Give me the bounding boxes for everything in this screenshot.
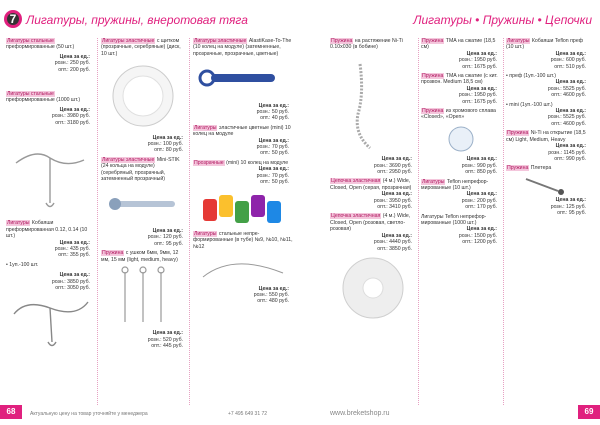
page-title: Лигатуры • Пружины • Цепочки	[413, 13, 592, 27]
footer-note: Актуальную цену на товар уточняйте у менеджера	[30, 411, 148, 417]
price-label: Цена за ед.:	[59, 53, 90, 60]
product-tag: Лигатуры	[194, 230, 217, 237]
page-number: 68	[0, 405, 22, 419]
product-desc: (mini) 10 колец на модуле	[226, 159, 289, 166]
price-retail: розн.: 1145 руб.	[548, 149, 586, 156]
page-number: 69	[578, 405, 600, 419]
price-label: Цена за ед.:	[466, 191, 497, 198]
left-footer	[0, 407, 300, 419]
product-card	[421, 214, 501, 246]
product-tag: Пружина	[507, 130, 529, 137]
product-card	[506, 130, 590, 162]
column-divider	[503, 38, 505, 405]
product-desc: Teflon непрефор-мированные (10 шт.)	[421, 178, 489, 191]
product-card	[421, 73, 501, 105]
product-card	[101, 38, 187, 57]
price-retail: розн.: 1500 руб.	[458, 232, 497, 239]
column-divider	[418, 38, 420, 405]
product-card	[193, 103, 293, 122]
product-card	[506, 102, 590, 128]
product-tag: Пружина	[422, 73, 444, 80]
price-label: Цена за ед.:	[258, 166, 289, 173]
price-retail: розн.: 600 руб.	[550, 57, 586, 64]
product-card	[101, 250, 187, 263]
product-desc: (4 м.) Wide, Closed, Open (розовая, светло-розовая)	[330, 213, 411, 233]
price-retail: розн.: 520 руб.	[147, 336, 183, 343]
product-card	[6, 262, 94, 292]
product-card	[6, 38, 94, 88]
product-desc: преформированные (1000 шт.)	[6, 97, 81, 104]
price-retail: розн.: 3980 руб.	[51, 113, 90, 120]
elastic-chain-spool-image	[330, 255, 416, 321]
right-page	[300, 0, 600, 425]
price-wholesale: опт.: 4600 руб.	[551, 120, 586, 127]
chrome-spring-image	[421, 124, 501, 154]
price-wholesale: опт.: 1675 руб.	[462, 63, 497, 70]
price-retail: розн.: 4440 руб.	[373, 239, 412, 246]
price-retail: розн.: 70 руб.	[256, 144, 289, 151]
price-retail: розн.: 435 руб.	[54, 246, 90, 253]
product-desc: эластичные цветные (mini) 10 колец на модуле	[193, 124, 291, 138]
elastic-disk-image	[101, 60, 187, 132]
product-tag: Лигатуры	[507, 38, 530, 44]
price-wholesale: опт.: 1675 руб.	[462, 98, 497, 105]
price-label: Цена за ед.:	[381, 232, 412, 239]
product-desc: TMA на сжатие (18,5 см)	[421, 38, 496, 51]
price-retail: розн.: 70 руб.	[256, 172, 289, 179]
product-tag: Пружина	[422, 38, 444, 44]
price-label: Цена за ед.:	[152, 134, 183, 141]
product-desc: из хромового сплава «Closed», «Open»	[421, 108, 496, 121]
price-label: Цена за ед.:	[466, 156, 497, 163]
product-desc: Ni-Ti на открытие (18,5 см) Light, Medium, Heavy	[506, 130, 586, 143]
mini-stik-image	[101, 185, 187, 225]
product-card	[6, 91, 94, 125]
product-card	[101, 228, 187, 247]
price-wholesale: опт.: 3410 руб.	[377, 204, 412, 211]
product-tag: Пружина	[422, 108, 444, 115]
price-retail: розн.: 3690 руб.	[373, 162, 412, 169]
price-retail: розн.: 50 руб.	[256, 109, 289, 116]
product-desc: с ушком 6мм, 9мм, 12 мм, 15 мм (light, medium, heavy)	[101, 250, 179, 263]
product-tag: Лигатуры эластичные	[102, 156, 155, 163]
price-label: Цена за ед.:	[258, 102, 289, 109]
niti-spring-coil-image	[330, 54, 416, 154]
price-label: Цена за ед.:	[555, 50, 586, 57]
product-card	[330, 213, 416, 251]
product-desc: стальные непре-формированные (в тубе) №9, №10, №11, №12	[193, 230, 293, 250]
springs-with-eyelet-image	[101, 266, 187, 328]
colored-elastics-image	[193, 189, 293, 229]
product-card	[193, 125, 293, 157]
elastic-module-image	[193, 60, 293, 100]
product-desc: Плетера	[530, 165, 552, 172]
product-card	[330, 178, 416, 210]
product-desc: • 1уп.-100 шт.	[6, 261, 39, 268]
section-number-badge: 7	[4, 10, 22, 28]
left-header	[0, 10, 300, 28]
product-card	[506, 165, 590, 171]
left-col-1	[6, 38, 94, 357]
price-label: Цена за ед.:	[152, 330, 183, 337]
product-card	[101, 330, 187, 349]
price-wholesale: опт.: 95 руб.	[557, 209, 586, 216]
price-wholesale: опт.: 850 руб.	[465, 169, 497, 176]
pletera-spring-image	[506, 175, 590, 195]
product-card	[506, 38, 590, 70]
price-wholesale: опт.: 80 руб.	[154, 147, 183, 154]
ligature-wire-image	[6, 128, 94, 218]
product-tag: Лигатуры	[7, 220, 30, 227]
product-tag: Прозрачные	[194, 159, 224, 166]
price-wholesale: опт.: 445 руб.	[151, 343, 183, 350]
product-card	[506, 73, 590, 99]
website: www.breketshop.ru	[330, 410, 390, 417]
price-wholesale: опт.: 3850 руб.	[377, 245, 412, 252]
right-col-3	[506, 38, 590, 219]
product-card	[330, 38, 416, 51]
product-desc: с щитком (прозрачные, серебряные) (диск, 10 шт.)	[101, 38, 181, 57]
price-wholesale: опт.: 990 руб.	[554, 155, 586, 162]
product-desc: Mini-STIK (24 кольца на модуле) (серебряный, прозрачный, затемненный прозрачный)	[101, 156, 180, 183]
product-tag: Лигатуры эластичные	[102, 38, 155, 44]
product-card	[330, 156, 416, 175]
right-footer	[300, 407, 600, 419]
ligature-loop-image	[6, 294, 94, 354]
price-wholesale: опт.: 480 руб.	[257, 298, 289, 305]
product-card	[421, 179, 501, 211]
price-retail: розн.: 1950 руб.	[458, 57, 497, 64]
product-card	[193, 160, 293, 186]
product-desc: на растяжение Ni-Ti 0.10x030 (в бобине)	[330, 38, 403, 51]
right-header	[300, 10, 600, 28]
product-tag: Цепочка эластичная	[331, 213, 381, 220]
product-card	[193, 231, 293, 250]
product-tag: Лигатуры стальные	[7, 38, 54, 44]
price-wholesale: опт.: 95 руб.	[154, 240, 183, 247]
price-label: Цена за ед.:	[555, 79, 586, 86]
price-wholesale: опт.: 50 руб.	[260, 179, 289, 186]
column-divider	[189, 38, 191, 405]
price-label: Цена за ед.:	[258, 285, 289, 292]
product-desc: Лигатуры Teflon непрефор-мированные (1000 шт.)	[421, 213, 487, 226]
price-label: Цена за ед.:	[555, 197, 586, 204]
price-retail: розн.: 990 руб.	[461, 162, 497, 169]
product-desc: (4 м.) Wide, Closed, Open (серая, прозрачная)	[330, 178, 412, 191]
price-retail: розн.: 120 руб.	[147, 234, 183, 241]
price-label: Цена за ед.:	[555, 143, 586, 150]
price-retail: розн.: 125 руб.	[550, 203, 586, 210]
product-card	[421, 38, 501, 70]
price-retail: розн.: 1950 руб.	[458, 92, 497, 99]
price-label: Цена за ед.:	[381, 191, 412, 198]
product-card	[193, 286, 293, 305]
product-tag: Пружина	[102, 250, 124, 257]
product-card	[101, 157, 187, 183]
price-retail: розн.: 3950 руб.	[373, 197, 412, 204]
price-wholesale: опт.: 510 руб.	[554, 63, 586, 70]
product-desc: Кобаяши Teflon преф (10 шт.)	[506, 38, 583, 51]
product-card	[506, 197, 590, 216]
product-desc: • преф (1уп.-100 шт.)	[506, 73, 556, 80]
price-retail: розн.: 5525 руб.	[547, 85, 586, 92]
product-tag: Лигатуры	[422, 178, 445, 185]
product-tag: Пружина	[331, 38, 353, 44]
product-card	[101, 135, 187, 154]
product-tag: Цепочка эластичная	[331, 178, 381, 185]
price-retail: розн.: 3850 руб.	[51, 278, 90, 285]
column-divider	[97, 38, 99, 405]
price-label: Цена за ед.:	[466, 226, 497, 233]
price-wholesale: опт.: 3180 руб.	[55, 119, 90, 126]
price-label: Цена за ед.:	[466, 50, 497, 57]
price-label: Цена за ед.:	[59, 239, 90, 246]
product-card	[193, 38, 293, 57]
product-tag: Лигатуры эластичные	[194, 38, 247, 44]
price-retail: розн.: 550 руб.	[253, 291, 289, 298]
steel-ligature-image	[193, 253, 293, 283]
price-wholesale: опт.: 2950 руб.	[377, 169, 412, 176]
product-desc: Кобаяши преформированная 0.12, 0.14 (10 шт.)	[6, 220, 88, 240]
product-desc: AlastiKase-To-The (10 колец на модуле) (затемненные, прозрачные, прозрачные, цветные)	[193, 38, 292, 57]
phone: +7 495 649 31 72	[228, 411, 268, 417]
product-desc: TMA на сжатие (с кит. прозвон. Medium 18,5 см)	[421, 73, 498, 86]
product-card	[421, 156, 501, 175]
price-wholesale: опт.: 50 руб.	[260, 150, 289, 157]
price-wholesale: опт.: 40 руб.	[260, 115, 289, 122]
price-label: Цена за ед.:	[555, 108, 586, 115]
right-col-2	[421, 38, 501, 249]
product-card	[421, 108, 501, 121]
price-wholesale: опт.: 3050 руб.	[55, 285, 90, 292]
price-retail: розн.: 5525 руб.	[547, 114, 586, 121]
product-tag: Лигатуры стальные	[7, 91, 54, 97]
price-wholesale: опт.: 355 руб.	[58, 252, 90, 259]
right-col-1	[330, 38, 416, 323]
price-retail: розн.: 100 руб.	[147, 141, 183, 148]
product-desc: преформированные (50 шт.)	[6, 44, 75, 51]
price-label: Цена за ед.:	[381, 156, 412, 163]
price-label: Цена за ед.:	[152, 227, 183, 234]
price-label: Цена за ед.:	[258, 137, 289, 144]
price-wholesale: опт.: 170 руб.	[465, 204, 497, 211]
price-wholesale: опт.: 4600 руб.	[551, 92, 586, 99]
price-label: Цена за ед.:	[466, 85, 497, 92]
product-tag: Лигатуры	[194, 124, 217, 131]
product-card	[6, 220, 94, 258]
product-desc: • mini (1уп.-100 шт.)	[506, 101, 553, 108]
price-label: Цена за ед.:	[59, 272, 90, 279]
price-retail: розн.: 250 руб.	[54, 60, 90, 67]
price-wholesale: опт.: 1200 руб.	[462, 239, 497, 246]
left-col-2	[101, 38, 187, 353]
price-label: Цена за ед.:	[59, 106, 90, 113]
page-title: Лигатуры, пружины, внеротовая тяга	[26, 13, 248, 27]
product-tag: Пружина	[507, 165, 529, 172]
price-wholesale: опт.: 200 руб.	[58, 66, 90, 73]
left-col-3	[193, 38, 293, 308]
price-retail: розн.: 200 руб.	[461, 197, 497, 204]
